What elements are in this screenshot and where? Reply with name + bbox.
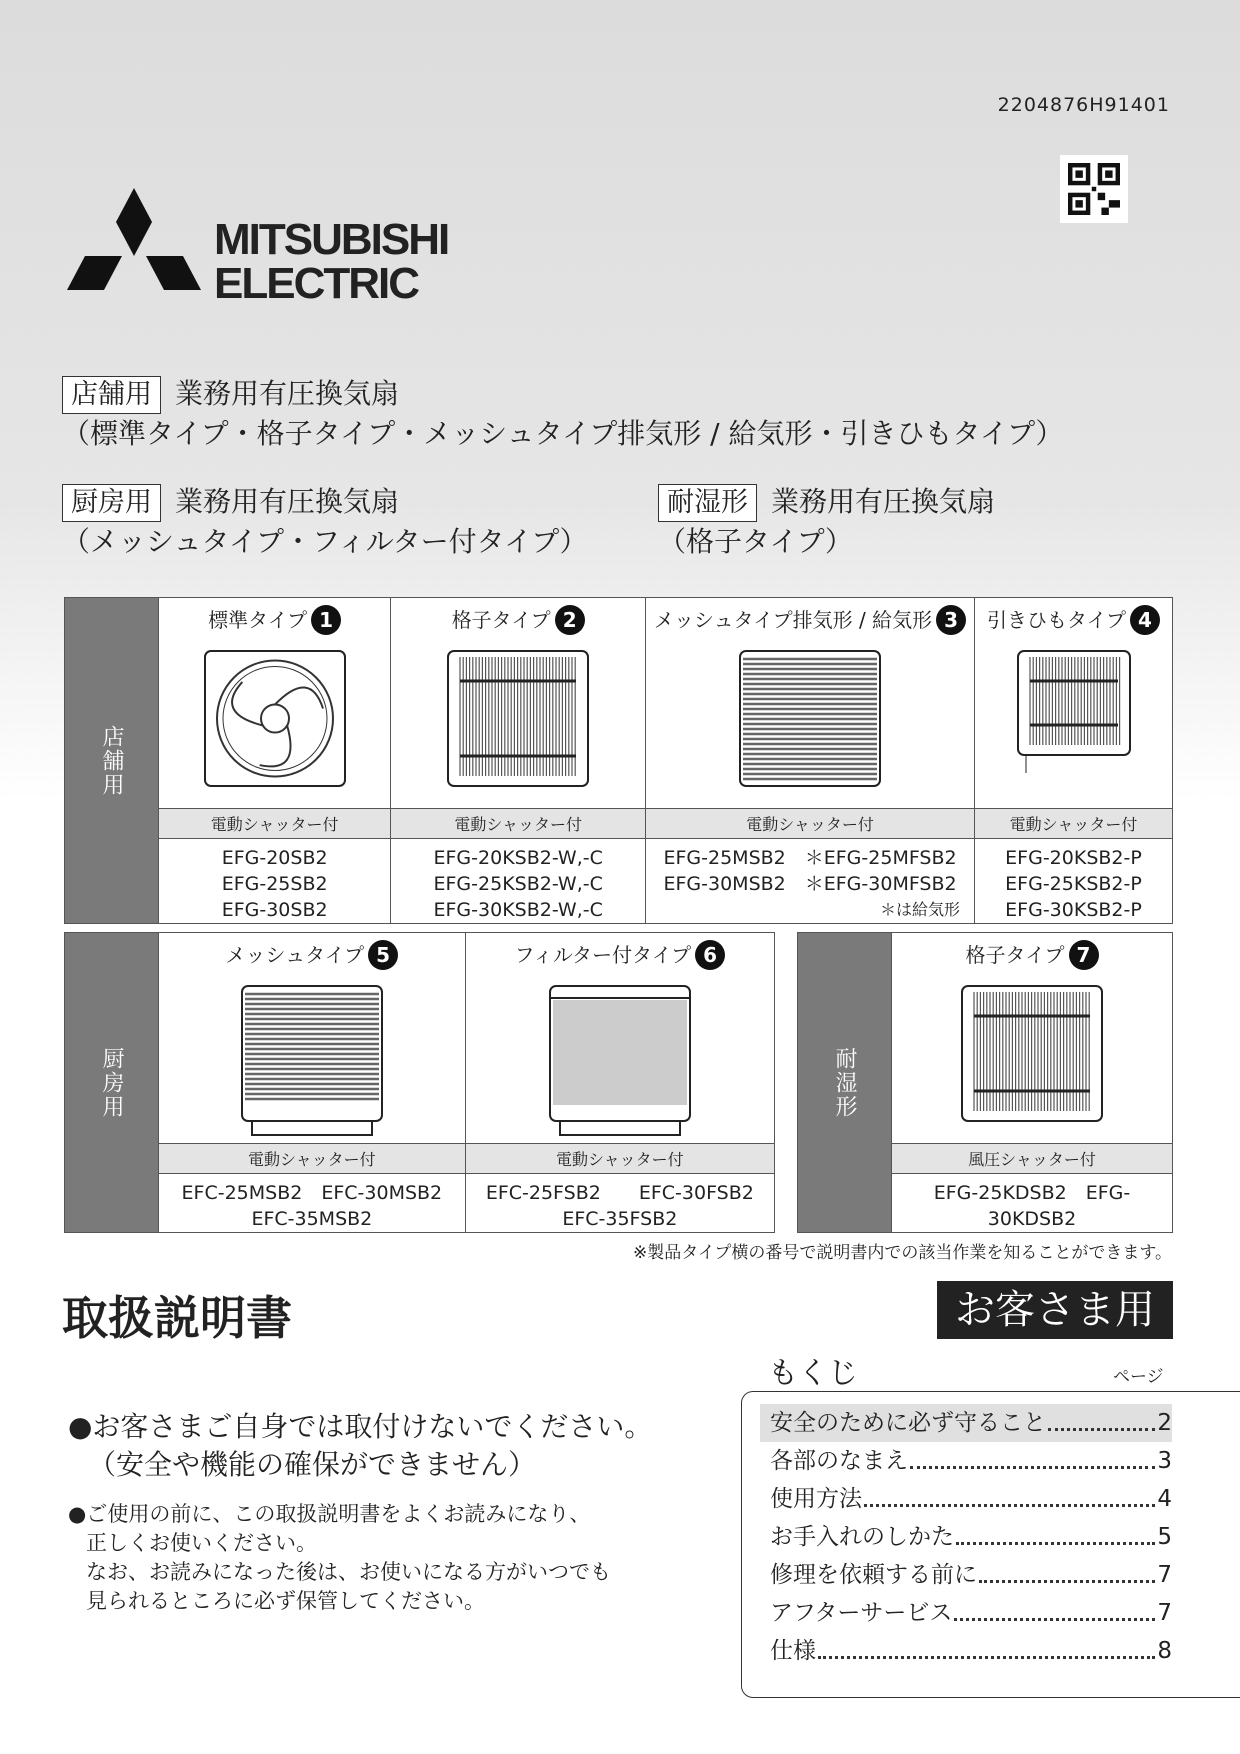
toc-item[interactable] [760,1556,1172,1594]
notice-text-3: なお、お読みになった後は、お使いになる方がいつでも [86,1560,611,1584]
toc-item[interactable] [760,1632,1172,1670]
category-label: 店舗用 [65,598,159,924]
table-of-contents [741,1391,1240,1698]
notice-main: ●お客さまご自身では取付けないでください。 [68,1410,653,1443]
model-number: EFC-25MSB2 EFC-30MSB2 [181,1182,443,1204]
product-card [465,933,774,1144]
kitchen-subtitle: （メッシュタイプ・フィルター付タイプ） [62,525,588,558]
shutter-type: 電動シャッター付 [975,809,1173,839]
model-list [646,839,975,924]
product-card [892,933,1173,1144]
toc-leader-dots [864,1480,1155,1507]
model-number: EFG-30MSB2 ＊EFG-30MFSB2 [663,873,957,895]
product-card [975,598,1173,809]
shutter-type: 電動シャッター付 [159,1144,466,1174]
toc-item-label: 各部のなまえ [770,1448,908,1474]
model-number: EFG-25KDSB2 EFG-30KDSB2 [933,1182,1131,1230]
model-number: EFG-30KSB2-W,-C [433,899,603,921]
toc-leader-dots [910,1442,1155,1469]
toc-item-page: 4 [1157,1486,1172,1512]
kitchen-heading [62,482,399,522]
model-number: EFG-20KSB2-W,-C [433,847,603,869]
model-number: EFG-20KSB2-P [1005,847,1142,869]
kitchen-tag: 厨房用 [62,484,161,522]
product-type-name: 格子タイプ [965,943,1065,967]
audience-badge: お客さま用 [937,1281,1173,1339]
model-number: EFC-35FSB2 [562,1208,678,1230]
toc-leader-dots [1048,1404,1155,1431]
three-diamonds-icon [64,188,204,313]
model-list [975,839,1173,924]
shutter-type: 風圧シャッター付 [892,1144,1173,1174]
humid-tag: 耐湿形 [658,484,757,522]
toc-item-label: アフターサービス [770,1600,953,1626]
toc-leader-dots [979,1556,1155,1583]
notice-main-sub: （安全や機能の確保ができません） [88,1448,537,1481]
toc-item-page: 7 [1157,1600,1172,1626]
step-number-badge: 2 [555,605,585,635]
step-number-badge: 7 [1069,940,1099,970]
model-number: EFG-25KSB2-W,-C [433,873,603,895]
model-list [892,1174,1173,1233]
step-number-badge: 1 [311,605,341,635]
store-heading [62,374,399,414]
store-title: 業務用有圧換気扇 [175,377,400,410]
toc-item[interactable] [760,1594,1172,1632]
step-number-badge: 3 [936,605,966,635]
model-list [465,1174,774,1233]
document-title: 取扱説明書 [62,1291,292,1345]
model-number: EFC-35MSB2 [251,1208,373,1230]
toc-item-page: 2 [1157,1410,1172,1436]
product-card [159,598,391,809]
toc-item-page: 7 [1157,1562,1172,1588]
humid-title: 業務用有圧換気扇 [771,485,996,518]
category-label: 厨房用 [65,933,159,1233]
brand-line1: MITSUBISHI [214,215,449,264]
notice-text-4: 見られるところに必ず保管してください。 [86,1589,485,1613]
toc-heading: もくじ [768,1356,858,1391]
toc-page-label: ページ [1113,1367,1164,1387]
model-list [159,1174,466,1233]
category-label: 耐湿形 [798,933,892,1233]
mesh-fan-illustration [735,643,885,808]
product-type-name: 格子タイプ [451,608,551,632]
toc-item[interactable] [760,1480,1172,1518]
toc-item[interactable] [760,1442,1172,1480]
toc-leader-dots [954,1594,1155,1621]
toc-leader-dots [818,1632,1155,1659]
product-card [391,598,646,809]
toc-item-label: お手入れのしかた [770,1524,954,1550]
model-number: EFG-30SB2 [221,899,328,921]
grille-fan-illustration [957,978,1107,1143]
store-subtitle: （標準タイプ・格子タイプ・メッシュタイプ排気形 / 給気形・引きひもタイプ） [62,417,1064,450]
grille-fan-illustration [443,643,593,808]
product-type-name: メッシュタイプ排気形 / 給気形 [654,608,933,632]
shutter-type: 電動シャッター付 [159,809,391,839]
product-type-name: 引きひもタイプ [987,608,1126,632]
qr-code-icon[interactable] [1060,155,1128,223]
toc-item-label: 仕様 [770,1638,816,1664]
product-type-name: メッシュタイプ [225,943,365,967]
kitchen-title: 業務用有圧換気扇 [175,485,400,518]
notice-text-2: 正しくお使いください。 [86,1531,317,1555]
model-number: EFG-25MSB2 ＊EFG-25MFSB2 [663,847,957,869]
toc-item-page: 8 [1157,1638,1172,1664]
step-number-badge: 4 [1130,605,1160,635]
model-number: EFG-25KSB2-P [1005,873,1142,895]
humid-subtitle: （格子タイプ） [658,525,853,558]
model-number: EFG-20SB2 [221,847,328,869]
humid-products-table [797,932,1173,1233]
product-card [159,933,466,1144]
shutter-type: 電動シャッター付 [465,1144,774,1174]
model-number: EFG-25SB2 [221,873,328,895]
store-products-table [64,597,1173,924]
fan-fan-illustration [200,643,350,808]
humid-heading [658,482,995,522]
model-list [391,839,646,924]
toc-item-label: 安全のために必ず守ること [770,1410,1046,1436]
model-note: ＊は給気形 [880,900,961,919]
mesh-k-fan-illustration [237,978,387,1143]
filter-fan-illustration [545,978,695,1143]
toc-leader-dots [956,1518,1155,1545]
brand-line2: ELECTRIC [214,259,418,308]
toc-item[interactable] [760,1518,1172,1556]
product-type-name: フィルター付タイプ [514,943,692,967]
toc-item-label: 修理を依頼する前に [770,1562,977,1588]
mitsubishi-electric-logo [64,188,484,313]
footnote: ※製品タイプ横の番号で説明書内での該当作業を知ることができます。 [632,1243,1172,1263]
model-number: EFG-30KSB2-P [1005,899,1142,921]
notice-text-1: ●ご使用の前に、この取扱説明書をよくお読みになり、 [68,1502,591,1526]
toc-item-label: 使用方法 [770,1486,862,1512]
toc-item-page: 3 [1157,1448,1172,1474]
toc-item-page: 5 [1157,1524,1172,1550]
toc-item[interactable] [760,1404,1172,1442]
model-list [159,839,391,924]
product-type-name: 標準タイプ [208,608,308,632]
shutter-type: 電動シャッター付 [391,809,646,839]
step-number-badge: 5 [368,940,398,970]
step-number-badge: 6 [695,940,725,970]
kitchen-products-table [64,932,775,1233]
shutter-type: 電動シャッター付 [646,809,975,839]
document-number: 2204876H91401 [997,94,1170,116]
product-card [646,598,975,809]
store-tag: 店舗用 [62,376,161,414]
model-number: EFC-25FSB2 EFC-30FSB2 [485,1182,754,1204]
pull-fan-illustration [1013,643,1135,777]
